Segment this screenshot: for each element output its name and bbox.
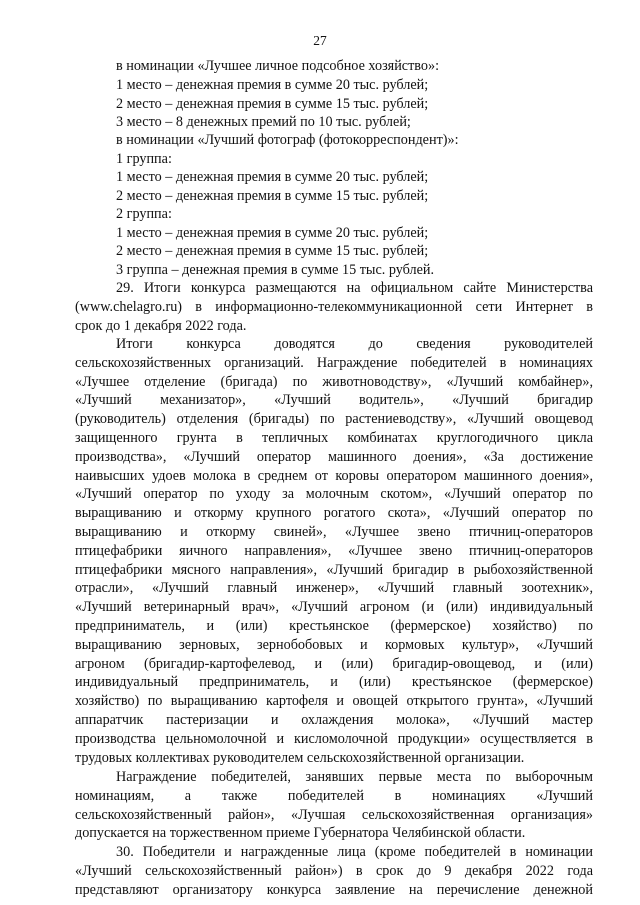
list-line: 1 группа:: [116, 151, 172, 167]
paragraph-line: Награждение победителей, занявших первые места по выборочным: [116, 769, 593, 785]
list-line: 1 место – денежная премия в сумме 20 тыс. рублей;: [116, 77, 429, 93]
paragraph-line: трудовых коллективах руководителем сельскохозяйственной организации.: [75, 749, 525, 766]
paragraph-line: срок до 1 декабря 2022 года.: [75, 317, 247, 334]
paragraph-line: «Лучшее отделение (бригада) по животноводству», «Лучший комбайнер»,: [75, 373, 593, 390]
paragraph-30: [75, 843, 593, 899]
paragraph-line: допускается на торжественном приеме Губернатора Челябинской области.: [75, 825, 526, 842]
list-line: 2 группа:: [116, 206, 172, 222]
page-number: 27: [313, 33, 327, 48]
paragraph-line: сельскохозяйственный район», «Лучшая сельскохозяйственная организация»: [75, 806, 593, 823]
paragraph-line: 29. Итоги конкурса размещаются на официальном сайте Министерства: [116, 280, 593, 296]
paragraph-line: предприниматель, и (или) крестьянское (фермерское) хозяйство) по: [75, 617, 593, 634]
list-line: 2 место – денежная премия в сумме 15 тыс. рублей;: [116, 188, 429, 204]
paragraph-line: аппаратчик пастеризации и охлаждения молока», «Лучший мастер: [75, 711, 593, 728]
paragraph-line: (www.chelagro.ru) в информационно-телекоммуникационной сети Интернет в: [75, 298, 593, 315]
paragraph-line: хозяйство) по выращиванию картофеля и овощей открытого грунта», «Лучший: [75, 693, 593, 710]
paragraph-line: производства цельномолочной и кисломолочной продукции» осуществляется в: [75, 730, 593, 747]
list-line: 2 место – денежная премия в сумме 15 тыс. рублей;: [116, 243, 429, 259]
paragraph-line: отрасли», «Лучший главный инженер», «Лучший главный зоотехник»,: [75, 580, 593, 597]
paragraph-line: наивысших удоев молока в среднем от коровы оператором машинного доения»,: [75, 467, 593, 484]
list-line: в номинации «Лучшее личное подсобное хозяйство»:: [116, 58, 440, 74]
paragraph-line: выращиванию и откорму крупного рогатого скота», «Лучший оператор по: [75, 505, 593, 522]
paragraph-line: номинациям, а также победителей в номинациях «Лучший: [75, 787, 593, 804]
paragraph-line: индивидуальный предприниматель, и (или) крестьянское (фермерское): [75, 674, 593, 691]
paragraph-29: [75, 279, 593, 335]
paragraph-line: Итоги конкурса доводятся до сведения руководителей: [116, 336, 593, 352]
paragraph-line: «Лучший механизатор», «Лучший водитель», «Лучший бригадир: [75, 392, 593, 409]
list-line: в номинации «Лучший фотограф (фотокорреспондент)»:: [116, 132, 459, 148]
paragraph-line: производства», «Лучший оператор машинного доения», «За достижение: [75, 448, 593, 465]
list-line: 2 место – денежная премия в сумме 15 тыс. рублей;: [116, 96, 429, 112]
paragraph-line: «Лучший оператор по уходу за молочным скотом», «Лучший оператор по: [75, 486, 593, 503]
paragraph-line: птицефабрики яичного направления», «Лучшее звено птичниц-операторов: [75, 542, 593, 559]
paragraph-results: [75, 335, 593, 767]
paragraph-line: 30. Победители и награжденные лица (кроме победителей в номинации: [116, 844, 593, 860]
paragraph-line: «Лучший ветеринарный врач», «Лучший агроном (и (или) индивидуальный: [75, 599, 593, 616]
list-line: 1 место – денежная премия в сумме 20 тыс. рублей;: [116, 169, 429, 185]
paragraph-line: представляют организатору конкурса заявление на перечисление денежной: [75, 881, 593, 898]
paragraph-line: «Лучший сельскохозяйственный район») в срок до 9 декабря 2022 года: [75, 862, 593, 879]
paragraph-line: агроном (бригадир-картофелевод, и (или) бригадир-овощевод, и (или): [75, 655, 593, 672]
paragraph-line: (руководитель) отделения (бригады) по растениеводству», «Лучший овощевод: [75, 411, 593, 428]
paragraph-line: сельскохозяйственных организаций. Награждение победителей в номинациях: [75, 354, 593, 371]
list-line: 1 место – денежная премия в сумме 20 тыс. рублей;: [116, 225, 429, 241]
list-line: 3 группа – денежная премия в сумме 15 тыс. рублей.: [116, 262, 435, 278]
paragraph-line: защищенного грунта в тепличных комбинатах круглогодичного цикла: [75, 429, 593, 446]
paragraph-line: выращиванию зерновых, зернобобовых и кормовых культур», «Лучший: [75, 636, 593, 653]
paragraph-award-ceremony: [75, 768, 593, 843]
paragraph-line: выращиванию и откорму свиней», «Лучшее звено птичниц-операторов: [75, 523, 593, 540]
paragraph-line: птицефабрики мясного направления», «Лучший бригадир в рыбохозяйственной: [75, 561, 593, 578]
list-line: 3 место – 8 денежных премий по 10 тыс. рублей;: [116, 114, 411, 130]
